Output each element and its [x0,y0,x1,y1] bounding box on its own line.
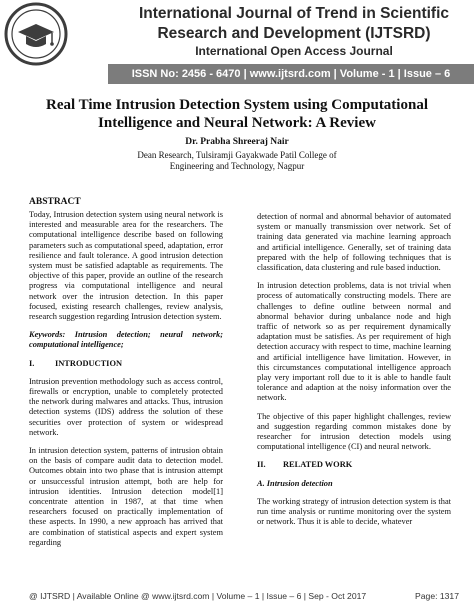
paper-title [20,96,454,132]
journal-title-line2: Research and Development (IJTSRD) [157,25,431,42]
footer-info: @ IJTSRD | Available Online @ www.ijtsrd.com | Volume – 1 | Issue – 6 | Sep - Oct 2017 [29,591,367,601]
intro-paragraph-1: Intrusion prevention methodology such as access control, firewalls or encryption, unable to completely protected the network during malwares and attacks. Thus, intrusion detection systems (IDS) address the solution of these securities over protection of system or widespread network. [29,376,223,437]
section-number: II. [257,460,266,470]
paper-title-line2: Intelligence and Neural Network: A Review [98,115,376,131]
section-heading-introduction [29,359,223,369]
section-number: I. [29,358,35,368]
right-paragraph-1: detection of normal and abnormal behavior of automated system or manually transmission over network. Set of training data generated via machine learning approach and artificial intelligence. Generally, set of training data prepared with the help of following techniques that is classification, data clustering and rule based induction. [257,212,451,273]
section-title: INTRODUCTION [55,358,123,368]
page-footer [29,591,459,601]
open-access-label: International Open Access Journal [195,44,393,58]
right-column [257,212,451,535]
right-paragraph-2: In intrusion detection problems, data is not trivial when process of automatically constructing models. There are challenges to define outline between normal and abnormal behavior during unbalance node and high traffic of network so as per requirement dynamically adaptation must be satisfies. As per requirement of high detection accuracy with respect to time, machine learning and artificial intelligence have limitation. However, in this circumstances computational intelligence approach play very important roll due to it is able to handle fault tolerance and adaption at the noisy information over the network. [257,281,451,403]
author-name: Dr. Prabha Shreeraj Nair [185,137,289,147]
page-number: Page: 1317 [415,591,459,601]
right-paragraph-3: The objective of this paper highlight challenges, review and suggestion regarding common mistakes done by researcher for intrusion detection models using computational intelligence (CI) and neural network. [257,411,451,452]
abstract-heading: ABSTRACT [29,197,81,207]
journal-title [118,4,470,44]
journal-title-line1: International Journal of Trend in Scientific [138,5,450,22]
intro-paragraph-2: In intrusion detection system, patterns of intrusion obtain on the basis of compare audit data to detection model. Outcomes obtain into two phase that is intrusion attempt or unsuccessful intrusion attempt, both are help for intrusion identities. Intrusion detection model[1] concentrate attention in 1987, at that time when researchers focused on practically implementation of these aspects. In 1990, a new approach has arrived that are combination of statistical aspects and expert system regarding [29,446,223,547]
right-paragraph-4: The working strategy of intrusion detection system is that run time analysis or runtime monitoring over the system or network. Thus it is able to decide, whatever [257,496,451,527]
keywords: Keywords: Intrusion detection; neural network; computational intelligence; [29,330,223,350]
journal-logo [4,2,68,66]
journal-header [0,0,474,84]
author-affiliation [20,150,454,172]
section-heading-related-work [257,460,451,470]
left-column [29,210,223,556]
affiliation-line1: Dean Research, Tulsiramji Gayakwade Patil College of [137,150,337,160]
subsection-heading: A. Intrusion detection [257,478,333,488]
abstract-text: Today, Intrusion detection system using neural network is interested and measurable area for the researchers. The computational intelligence describe based on following parameters such as computational speed, adaptation, error resilience and fault tolerance. A good intrusion detection system must be satisfied adaptable as requirements. The objective of this paper, provide an outline of the research progress via computational intelligence and neural network over the intrusion detection. In this paper focused, existing research challenges, review analysis, research suggestion regarding Intrusion detection system. [29,210,223,322]
issn-bar: ISSN No: 2456 - 6470 | www.ijtsrd.com | Volume - 1 | Issue – 6 [108,64,474,84]
section-title: RELATED WORK [283,460,353,470]
paper-title-line1: Real Time Intrusion Detection System using Computational [46,97,428,113]
affiliation-line2: Engineering and Technology, Nagpur [169,161,305,171]
